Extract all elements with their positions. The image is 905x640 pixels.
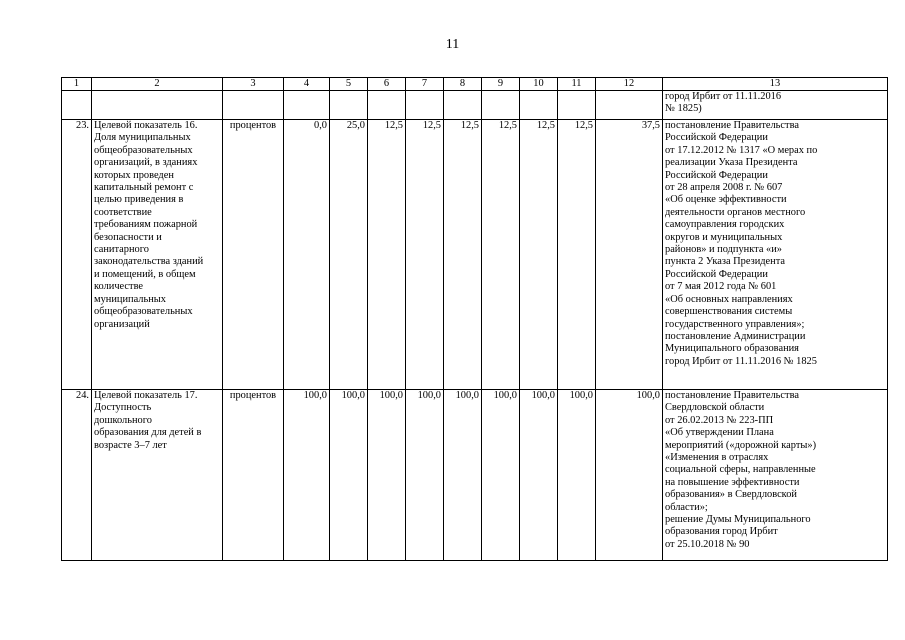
table-row-continuation [62, 91, 888, 120]
value-cell: 12,5 [368, 120, 406, 390]
unit-of-measure: процентов [223, 120, 284, 390]
value-cell: 100,0 [520, 390, 558, 561]
value-cell: 100,0 [284, 390, 330, 561]
row-number: 24. [62, 390, 92, 561]
source-document: постановление Правительства Свердловской области от 26.02.2013 № 223-ПП «Об утверждении Плана мероприятий («дорожной карты») «Изменения в отраслях социальной сферы, направленные на повышение эффективности образования» в Свердловской области»; решение Думы Муниципального образования город Ирбит от 25.10.2018 № 90 [663, 390, 888, 561]
value-cell [520, 91, 558, 120]
column-header-5: 5 [330, 78, 368, 91]
column-header-2: 2 [92, 78, 223, 91]
value-cell: 100,0 [558, 390, 596, 561]
column-number-header-row [62, 78, 888, 91]
value-cell: 100,0 [482, 390, 520, 561]
unit-of-measure: процентов [223, 390, 284, 561]
column-header-11: 11 [558, 78, 596, 91]
value-cell: 12,5 [406, 120, 444, 390]
value-cell: 100,0 [330, 390, 368, 561]
page-number: 11 [445, 37, 460, 52]
value-cell: 12,5 [444, 120, 482, 390]
value-cell: 12,5 [520, 120, 558, 390]
column-header-8: 8 [444, 78, 482, 91]
value-cell: 12,5 [482, 120, 520, 390]
unit-of-measure [223, 91, 284, 120]
column-header-4: 4 [284, 78, 330, 91]
row-number: 23. [62, 120, 92, 390]
column-header-6: 6 [368, 78, 406, 91]
value-cell [482, 91, 520, 120]
column-header-13: 13 [663, 78, 888, 91]
indicator-description: Целевой показатель 17. Доступность дошкольного образования для детей в возрасте 3–7 лет [92, 390, 223, 561]
value-cell [444, 91, 482, 120]
source-document: город Ирбит от 11.11.2016 № 1825) [663, 91, 888, 120]
value-cell: 100,0 [596, 390, 663, 561]
value-cell [284, 91, 330, 120]
value-cell [558, 91, 596, 120]
column-header-10: 10 [520, 78, 558, 91]
column-header-1: 1 [62, 78, 92, 91]
value-cell [330, 91, 368, 120]
value-cell: 12,5 [558, 120, 596, 390]
value-cell: 37,5 [596, 120, 663, 390]
value-cell: 25,0 [330, 120, 368, 390]
indicator-description [92, 91, 223, 120]
table-row-23 [62, 120, 888, 390]
indicators-table [61, 77, 888, 561]
value-cell [596, 91, 663, 120]
indicator-description: Целевой показатель 16. Доля муниципальных общеобразовательных организаций, в зданиях которых проведен капитальный ремонт с целью приведения в соответствие требованиям пожарной безопасности и санитарного законодательства зданий и помещений, в общем количестве муниципальных общеобразовательных организаций [92, 120, 223, 390]
table-row-24 [62, 390, 888, 561]
column-header-9: 9 [482, 78, 520, 91]
value-cell: 100,0 [368, 390, 406, 561]
column-header-7: 7 [406, 78, 444, 91]
value-cell: 100,0 [444, 390, 482, 561]
value-cell [368, 91, 406, 120]
column-header-12: 12 [596, 78, 663, 91]
column-header-3: 3 [223, 78, 284, 91]
source-document: постановление Правительства Российской Федерации от 17.12.2012 № 1317 «О мерах по реализации Указа Президента Российской Федерации от 28 апреля 2008 г. № 607 «Об оценке эффективности деятельности органов местного самоуправления городских округов и муниципальных районов» и подпункта «и» пункта 2 Указа Президента Российской Федерации от 7 мая 2012 года № 601 «Об основных направлениях совершенствования системы государственного управления»; постановление Администрации Муниципального образования город Ирбит от 11.11.2016 № 1825 [663, 120, 888, 390]
row-number [62, 91, 92, 120]
value-cell: 100,0 [406, 390, 444, 561]
value-cell [406, 91, 444, 120]
value-cell: 0,0 [284, 120, 330, 390]
